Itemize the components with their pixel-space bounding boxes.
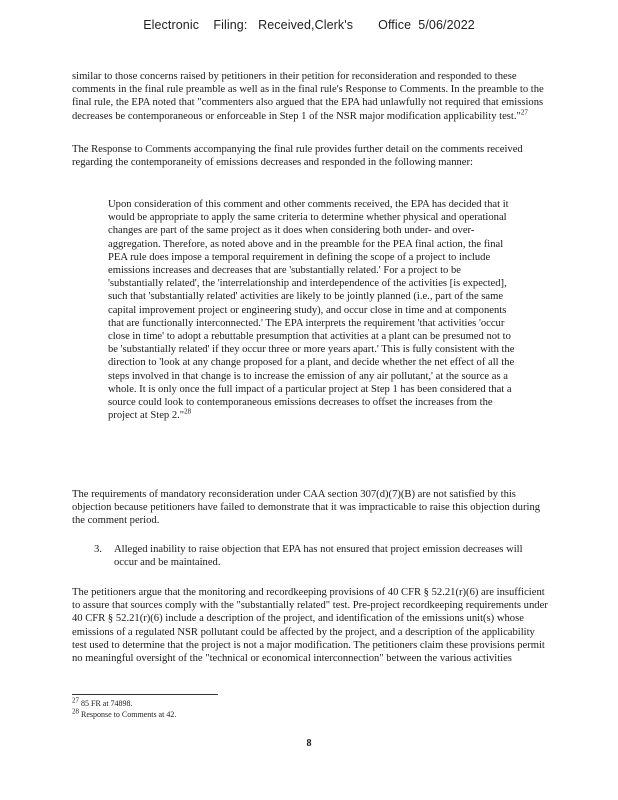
footnote-ref-28: 28 [184, 407, 192, 416]
footnote-divider [72, 694, 218, 695]
block-quote-text: Upon consideration of this comment and other comments received, the EPA has decided that it would be appropriate to apply the same criteria to determine whether physical and operational changes are part of the same project as it does when considering both under- and over-aggregation. Therefore, as noted above and in the preamble for the PEA final action, the final PEA rule does impose a temporal requirement in defining the scope of a project to include emissions increases and decreases that are 'substantially related.' For a project to be 'substantially related', the 'interrelationship and interdependence of the activities [is expected], such that 'substantially related' activities are likely to be jointly planned (i.e., part of the same capital improvement project or engineering study), and occur close in time and at components that are functionally interconnected.' The EPA interprets the requirement 'that activities 'occur close in time' to adopt a rebuttable presumption that activities at a plant can be presumed not to be 'substantially related' if they occur three or more years apart.' This is fully consistent with the direction to 'look at any change proposed for a plant, and decide whether the net effect of all the steps involved in that change is to increase the emission of any air pollutant,' at the source as a whole. It is only once the full impact of a particular project at Step 1 has been considered that a source could look to contemporaneous emissions decreases to offset the increases from the project at Step 2." [108, 199, 515, 422]
page-number: 8 [306, 738, 312, 749]
footnote-text: Response to Comments at 42. [79, 710, 177, 719]
list-heading-text: Alleged inability to raise objection that EPA has not ensured that project emission decreases will occur and be maintained. [114, 544, 523, 569]
paragraph-preamble-text: similar to those concerns raised by petitioners in their petition for reconsideration and responded to these comments in the final rule preamble as well as in the final rule's Response to Comments. In the preamble to the final rule, the EPA noted that "commenters also argued that the EPA had unlawfully not required that emissions decreases be contemporaneous or enforceable in Step 1 of the NSR major modification applicability test." [72, 71, 544, 122]
paragraph-reconsideration: The requirements of mandatory reconsideration under CAA section 307(d)(7)(B) are not satisfied by this objection because petitioners have failed to demonstrate that it was impracticable to raise this objection during the comment period. [72, 489, 541, 527]
footnote-27 [72, 698, 372, 709]
paragraph-response-to-comments: The Response to Comments accompanying the final rule provides further detail on the comments received regarding the contemporaneity of emissions decreases and responded in the following manner: [72, 144, 523, 169]
footnote-text: 85 FR at 74898. [79, 699, 133, 708]
footnote-28 [72, 709, 372, 720]
footnote-ref-27: 27 [520, 108, 528, 117]
block-quote [108, 198, 516, 422]
footnotes [72, 698, 372, 720]
paragraph-monitoring: The petitioners argue that the monitoring and recordkeeping provisions of 40 CFR § 52.21(r)(6) are insufficient to assure that sources comply with the "substantially related" test. Pre-project recordkeeping requirements under 40 CFR § 52.21(r)(6) include a description of the project, and identification of the emissions unit(s) whose emissions of a regulated NSR pollutant could be affected by the project, and a description of the applicability test used to determine that the project is not a major modification. The petitioners claim these provisions permit no meaningful oversight of the "technical or economical interconnection" between the various activities [72, 587, 548, 665]
paragraph-preamble [72, 70, 552, 123]
filing-stamp: Electronic Filing: Received,Clerk's Office 5/06/2022 [143, 18, 475, 32]
footnote-num: 27 [72, 696, 79, 705]
footnote-num: 28 [72, 707, 79, 716]
list-number: 3. [94, 544, 102, 555]
